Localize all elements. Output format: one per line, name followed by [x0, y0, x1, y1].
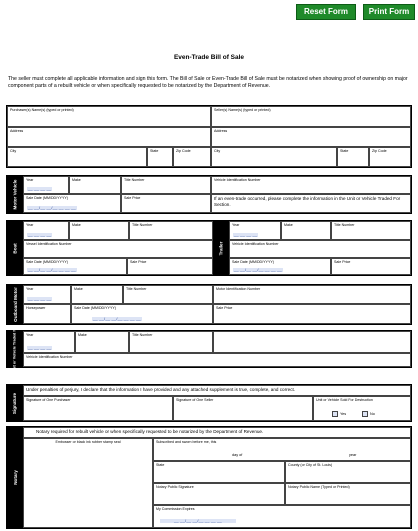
note-text: If an even-trade occurred, please complete the information in the Unit or Vehicle Traded For Section.	[214, 196, 401, 207]
form-title: Even-Trade Bill of Sale	[173, 54, 245, 61]
seller-name-label: Seller(s) Name(s) (typed or printed)	[214, 108, 271, 112]
notary-header-text: Notary required for rebuilt vehicle or when specifically requested to be notarized by the Department of Revenue.	[36, 429, 264, 434]
seller-address-field[interactable]	[211, 127, 411, 147]
sale-date-label: Sale Date (MM/DD/YYYY)	[26, 196, 68, 200]
mv-sale-price-field[interactable]	[121, 194, 211, 213]
sale-date-label: Sale Date (MM/DD/YYYY)	[232, 260, 274, 264]
trailer-title-number-field[interactable]	[331, 221, 411, 240]
commission-label: My Commission Expires	[156, 507, 195, 511]
make-label: Make	[72, 223, 81, 227]
purchaser-name-field[interactable]	[7, 106, 211, 127]
no-label: No	[370, 412, 375, 416]
purchaser-city-field[interactable]	[7, 147, 147, 167]
year-label: Year	[26, 287, 34, 291]
boat-sale-price-field[interactable]	[127, 258, 213, 275]
vin-label: Vessel Identification Number	[26, 242, 72, 246]
perjury-declaration	[23, 385, 411, 396]
vin-label: Vehicle Identification Number	[214, 178, 261, 182]
notary-side-label: Notary	[7, 427, 23, 528]
motor-vehicle-section	[6, 175, 412, 214]
purchaser-state-field[interactable]	[147, 147, 173, 167]
sale-price-label: Sale Price	[124, 196, 141, 200]
notary-header	[23, 427, 411, 438]
mv-even-trade-note	[211, 194, 411, 213]
title-number-label: Title Number	[334, 223, 355, 227]
subscribed-label: Subscribed and sworn before me, this	[156, 440, 217, 444]
seller-signature-field[interactable]	[173, 396, 313, 421]
trailer-make-field[interactable]	[281, 221, 331, 240]
outboard-side-label: Outboard Motor	[7, 285, 23, 324]
boat-year-field[interactable]	[23, 221, 69, 240]
traded-for-section	[6, 326, 412, 372]
ob-sale-date-field[interactable]	[71, 304, 213, 324]
title-number-label: Title Number	[132, 223, 153, 227]
year-blank[interactable]: __ __ __ __	[28, 231, 52, 237]
yes-checkbox[interactable]	[332, 411, 338, 417]
declaration-text: Under penalties of perjury, I declare that the information I have provided and any attached supplement is true, complete, and correct.	[26, 387, 296, 392]
date-blank[interactable]: __ __/__ __/__ __ __ __	[93, 315, 141, 321]
traded-vin-field[interactable]	[23, 353, 411, 367]
state-label: State	[340, 149, 349, 153]
print-form-button[interactable]: Print Form	[363, 4, 415, 20]
date-blank[interactable]: __ __/__ __/__ __ __ __	[234, 266, 282, 272]
seller-city-field[interactable]	[211, 147, 337, 167]
vin-label: Vehicle Identification Number	[26, 355, 73, 359]
state-label: State	[156, 463, 165, 467]
year-blank[interactable]: __ __ __ __	[28, 344, 52, 350]
title-number-label: Title Number	[126, 287, 147, 291]
seller-state-field[interactable]	[337, 147, 369, 167]
year-blank[interactable]: __ __ __ __	[234, 231, 258, 237]
party-section	[6, 105, 412, 168]
intro-text: The seller must complete all applicable information and sign this form. The Bill of Sale or Even-Trade Bill of Sale must be notarized when showing proof of ownership on major component parts of a rebuilt vehicle or when specifically requested to be notarized by the Department of Revenue.	[8, 76, 408, 89]
seller-name-field[interactable]	[211, 106, 411, 127]
trailer-side-label: Trailer	[213, 221, 229, 275]
boat-sale-date-field[interactable]	[23, 258, 127, 275]
ob-title-number-field[interactable]	[123, 285, 213, 304]
notary-name-field[interactable]	[285, 483, 411, 505]
traded-make-field[interactable]	[75, 331, 129, 353]
purchaser-signature-field[interactable]	[23, 396, 173, 421]
seal-label: Embosser or black ink rubber stamp seal	[55, 440, 121, 444]
sale-price-label: Sale Price	[216, 306, 233, 310]
signature-side-label: Signature	[7, 385, 23, 421]
mv-title-number-field[interactable]	[121, 176, 211, 194]
city-label: City	[10, 149, 17, 153]
year-blank[interactable]: __ __ __ __	[28, 185, 52, 191]
address-label: Address	[214, 129, 228, 133]
zip-label: Zip Code	[176, 149, 191, 153]
year-label: Year	[26, 178, 34, 182]
motor-id-label: Motor Identification Number	[216, 287, 261, 291]
date-blank[interactable]: __ __/__ __/__ __ __ __	[28, 204, 76, 210]
city-label: City	[214, 149, 221, 153]
purchaser-signature-label: Signature of One Purchaser	[26, 398, 71, 402]
boat-trailer-section	[6, 220, 412, 276]
sale-date-label: Sale Date (MM/DD/YYYY)	[74, 306, 116, 310]
traded-year-field[interactable]	[23, 331, 75, 353]
notary-signature-field[interactable]	[153, 483, 285, 505]
ob-motor-id-field[interactable]	[213, 285, 411, 304]
traded-side-label: Unit or Vehicle Traded for	[7, 331, 23, 367]
seller-signature-label: Signature of One Seller	[176, 398, 214, 402]
make-label: Make	[284, 223, 293, 227]
yes-label: Yes	[340, 412, 347, 416]
sale-price-label: Sale Price	[130, 260, 147, 264]
date-blank[interactable]: __ __/__ __/__ __ __ __	[28, 266, 76, 272]
signature-section	[6, 384, 412, 422]
trailer-sale-price-field[interactable]	[331, 258, 411, 275]
mv-vin-field[interactable]	[211, 176, 411, 194]
motor-vehicle-side-label: Motor Vehicle	[7, 176, 23, 213]
vessel-id-field[interactable]	[23, 240, 213, 258]
notary-county-field[interactable]	[285, 461, 411, 483]
ob-year-field[interactable]	[23, 285, 71, 304]
title-number-label: Title Number	[132, 333, 153, 337]
mv-make-field[interactable]	[69, 176, 121, 194]
sale-price-label: Sale Price	[334, 260, 351, 264]
ob-sale-price-field[interactable]	[213, 304, 411, 324]
traded-blank-cell[interactable]	[213, 331, 411, 353]
seller-zip-field[interactable]	[369, 147, 411, 167]
ob-make-field[interactable]	[71, 285, 123, 304]
purchaser-name-label: Purchaser(s) Name(s) (typed or printed)	[10, 108, 74, 112]
year-blank[interactable]: __ __ __ __	[28, 295, 52, 301]
day-of-label: day of	[232, 453, 243, 457]
year-label: Year	[26, 223, 34, 227]
year-label: Year	[26, 333, 34, 337]
trailer-sale-date-field[interactable]	[229, 258, 331, 275]
commission-expires-field[interactable]	[153, 505, 411, 528]
ob-horsepower-field[interactable]	[23, 304, 71, 324]
year-label: year	[349, 453, 357, 457]
purchaser-zip-field[interactable]	[173, 147, 211, 167]
date-blank[interactable]: __ __/__ __/__ __ __ __	[160, 519, 236, 524]
no-checkbox[interactable]	[362, 411, 368, 417]
mv-year-field[interactable]	[23, 176, 69, 194]
seal-area	[23, 438, 153, 528]
destruction-label: Unit or Vehicle Sold For Destruction	[316, 398, 373, 402]
boat-make-field[interactable]	[69, 221, 129, 240]
destruction-field	[313, 396, 411, 421]
make-label: Make	[78, 333, 87, 337]
address-label: Address	[10, 129, 24, 133]
subscribed-field[interactable]	[153, 438, 411, 461]
vin-label: Vehicle Identification Number	[232, 242, 279, 246]
boat-title-number-field[interactable]	[129, 221, 213, 240]
county-label: County (or City of St. Louis)	[288, 463, 333, 467]
purchaser-address-field[interactable]	[7, 127, 211, 147]
horsepower-label: Horsepower	[26, 306, 46, 310]
state-label: State	[150, 149, 159, 153]
sale-date-label: Sale Date (MM/DD/YYYY)	[26, 260, 68, 264]
trailer-vin-field[interactable]	[229, 240, 411, 258]
mv-sale-date-field[interactable]	[23, 194, 121, 213]
np-signature-label: Notary Public Signature	[156, 485, 194, 489]
notary-state-field[interactable]	[153, 461, 285, 483]
zip-label: Zip Code	[372, 149, 387, 153]
reset-form-button[interactable]: Reset Form	[296, 4, 356, 20]
boat-side-label: Boat	[7, 221, 23, 275]
title-number-label: Title Number	[124, 178, 145, 182]
trailer-year-field[interactable]	[229, 221, 281, 240]
np-name-label: Notary Public Name (Typed or Printed)	[288, 485, 350, 489]
make-label: Make	[72, 178, 81, 182]
make-label: Make	[74, 287, 83, 291]
outboard-motor-section	[6, 284, 412, 325]
notary-section	[6, 426, 412, 529]
traded-title-number-field[interactable]	[129, 331, 213, 353]
year-label: Year	[232, 223, 240, 227]
